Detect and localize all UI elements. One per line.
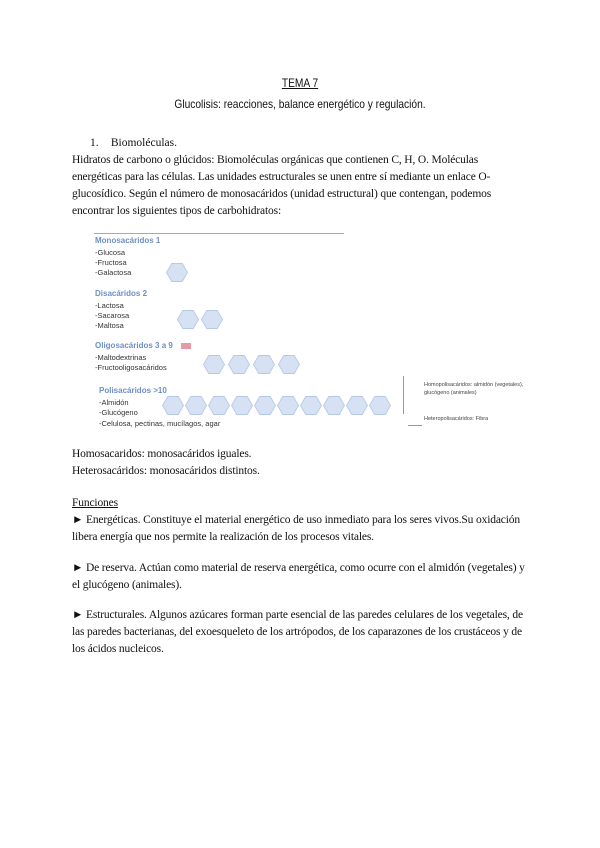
disaccharide-hexagon — [177, 310, 199, 329]
poli-item: -Glucógeno — [99, 408, 138, 417]
oligosaccharide-hexagon — [253, 355, 275, 374]
carbohydrate-diagram — [88, 230, 528, 430]
oligosaccharide-hexagon — [203, 355, 225, 374]
page-subtitle: Glucolisis: reacciones, balance energético y regulación. — [174, 97, 426, 111]
di-item: -Sacarosa — [95, 311, 130, 320]
page-title: TEMA 7 — [281, 76, 319, 90]
di-item: -Maltosa — [95, 321, 124, 330]
flag-icon — [181, 343, 191, 349]
polysaccharide-hexagon — [300, 396, 322, 415]
mono-label: Monosacáridos 1 — [95, 236, 161, 245]
section-heading — [90, 137, 177, 149]
mono-item: -Galactosa — [95, 268, 132, 277]
homo-note: Homopolisacáridos: almidón (vegetales), glucógeno (animales) — [424, 382, 524, 396]
diagram-brace — [403, 376, 408, 414]
oligo-item: -Maltodextrinas — [95, 353, 147, 362]
oligosaccharide-hexagon — [228, 355, 250, 374]
hetero-note: Heteropolisacáridos: Fibra — [424, 416, 489, 422]
polysaccharide-hexagon — [277, 396, 299, 415]
homo-definition: Homosacaridos: monosacáridos iguales. — [72, 448, 252, 460]
di-item: -Lactosa — [95, 301, 124, 310]
disaccharide-hexagon — [201, 310, 223, 329]
polysaccharide-hexagon — [254, 396, 276, 415]
polysaccharide-hexagon — [162, 396, 184, 415]
poli-item: -Celulosa, pectinas, mucílagos, agar — [99, 419, 221, 428]
diagram-top-rule — [94, 233, 344, 234]
polysaccharide-hexagon — [323, 396, 345, 415]
oligo-label: Oligosacáridos 3 a 9 — [95, 341, 173, 350]
poli-label: Polisacáridos >10 — [99, 386, 167, 395]
monosaccharide-hexagon — [166, 263, 188, 282]
di-label: Disacáridos 2 — [95, 289, 148, 298]
funciones-heading: Funciones — [72, 497, 118, 509]
function-reserva: ► De reserva. Actúan como material de reserva energética, como ocurre con el almidón (vegetales) y el glucógeno (animales). — [72, 562, 525, 591]
polysaccharide-hexagon — [231, 396, 253, 415]
section-number: 1. — [90, 137, 99, 149]
polysaccharide-hexagon — [208, 396, 230, 415]
mono-item: -Fructosa — [95, 258, 127, 267]
intro-paragraph: Hidratos de carbono o glúcidos: Biomoléculas orgánicas que contienen C, H, O. Moléculas energéticas para las células. Las unidades estructurales se unen entre sí mediante un enlace O-glucosídico. Según el número de monosacáridos (unidad estructural) que contengan, podemos encontrar los siguientes tipos de carbohidratos: — [72, 154, 492, 217]
hetero-connector — [408, 425, 422, 426]
function-energeticas: ► Energéticas. Constituye el material energético de uso inmediato para los seres vivos.Su oxidación libera energía que nos permite la realización de los procesos vitales. — [72, 514, 521, 543]
function-estructurales: ► Estructurales. Algunos azúcares forman parte esencial de las paredes celulares de los vegetales, de las paredes bacterianas, del exoesqueleto de los artrópodos, de los caparazones de los crustáceos y de los ácidos nucleicos. — [72, 609, 523, 655]
polysaccharide-hexagon — [369, 396, 391, 415]
oligo-item: -Fructooligosacáridos — [95, 363, 167, 372]
polysaccharide-hexagon — [346, 396, 368, 415]
hetero-definition: Heterosacáridos: monosacáridos distintos. — [72, 465, 260, 477]
section-label: Biomoléculas. — [110, 137, 177, 149]
oligosaccharide-hexagon — [278, 355, 300, 374]
polysaccharide-hexagon — [185, 396, 207, 415]
mono-item: -Glucosa — [95, 248, 126, 257]
poli-item: -Almidón — [99, 398, 129, 407]
